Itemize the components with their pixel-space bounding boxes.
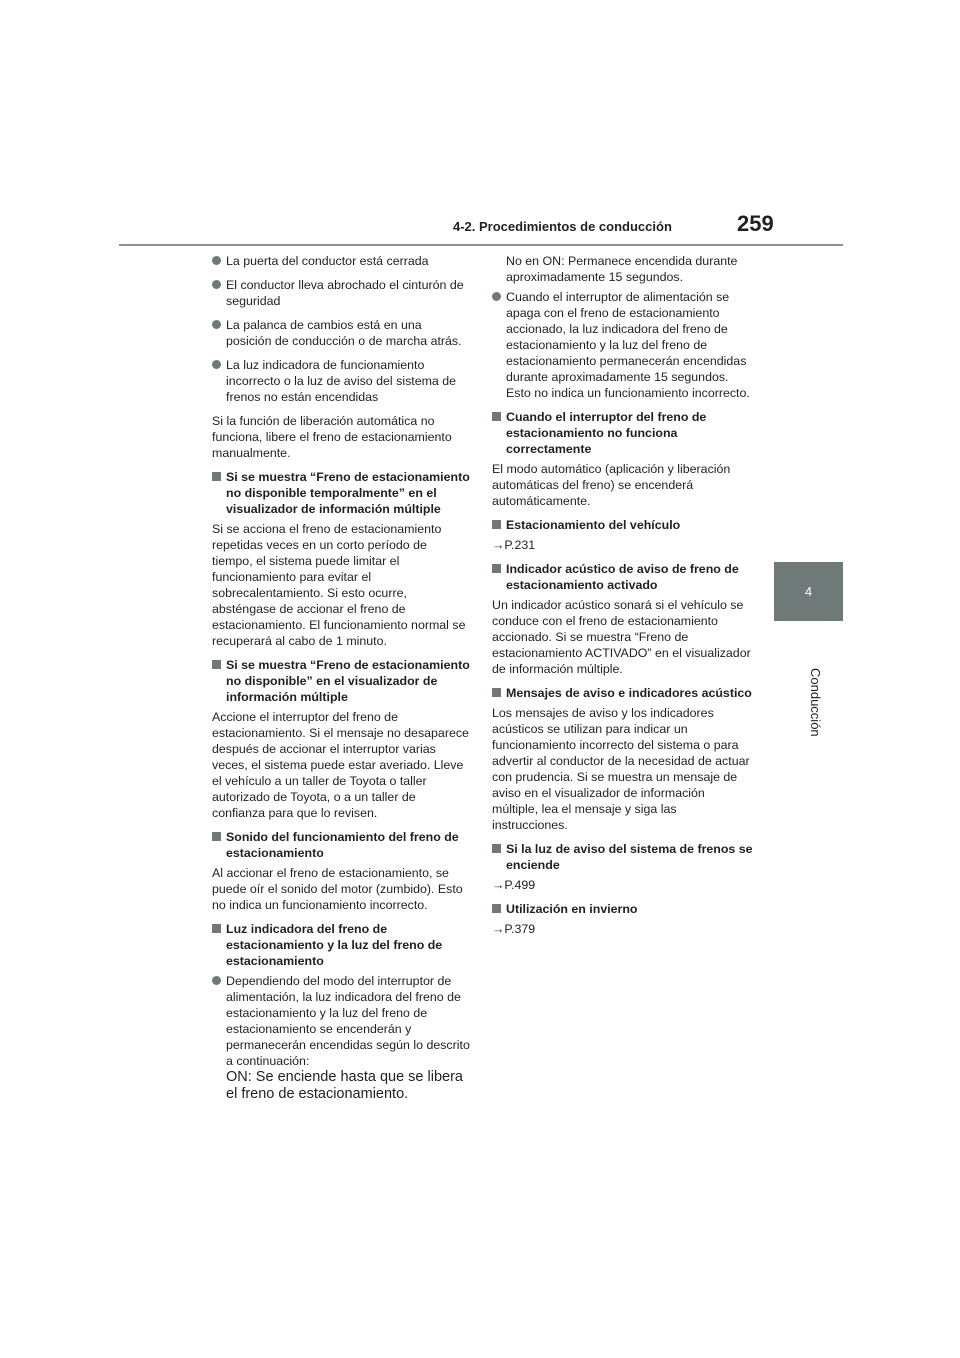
bullet-icon	[212, 360, 221, 369]
heading-text: Sonido del funcionamiento del freno de estacionamiento	[226, 830, 459, 860]
heading-text: Indicador acústico de aviso de freno de estacionamiento activado	[506, 562, 739, 592]
heading-text: Si se muestra “Freno de estacionamiento no disponible temporalmente” en el visualizador de información múltiple	[226, 470, 470, 516]
chapter-label: Conducción	[808, 668, 823, 737]
paragraph: El modo automático (aplicación y liberación automáticas del freno) se encenderá automáticamente.	[492, 462, 731, 508]
heading-text: Estacionamiento del vehículo	[506, 518, 681, 532]
paragraph: Al accionar el freno de estacionamiento, se puede oír el sonido del motor (zumbido). Esto no indica un funcionamiento incorrecto.	[212, 866, 463, 912]
square-bullet-icon	[492, 564, 501, 573]
square-bullet-icon	[492, 904, 501, 913]
header-divider	[119, 244, 843, 246]
bullet-item	[212, 253, 470, 269]
page-reference-link[interactable]: →P.499	[492, 878, 536, 892]
square-bullet-icon	[212, 924, 221, 933]
bullet-icon	[212, 320, 221, 329]
bullet-item	[492, 289, 754, 401]
bullet-text: Dependiendo del modo del interruptor de alimentación, la luz indicadora del freno de estacionamiento y la luz del freno de estacionamiento se encenderán y permanecerán encendidas según lo descrito a continuación:	[226, 974, 470, 1068]
paragraph: Un indicador acústico sonará si el vehículo se conduce con el freno de estacionamiento accionado. Si se muestra “Freno de estacionamiento ACTIVADO” en el visualizador de información múltiple.	[492, 598, 751, 676]
heading-text: Utilización en invierno	[506, 902, 638, 916]
section-heading	[212, 469, 470, 517]
bullet-item	[212, 973, 470, 1103]
page-reference-link[interactable]: →P.379	[492, 922, 536, 936]
bullet-text: El conductor lleva abrochado el cinturón de seguridad	[226, 278, 464, 308]
square-bullet-icon	[492, 844, 501, 853]
mode-on-text: ON: Se enciende hasta que se libera el freno de estacionamiento.	[226, 1069, 463, 1102]
bullet-item	[212, 357, 470, 405]
section-title: 4-2. Procedimientos de conducción	[453, 219, 672, 234]
heading-text: Mensajes de aviso e indicadores acústico	[506, 686, 752, 700]
bullet-icon	[212, 280, 221, 289]
square-bullet-icon	[492, 688, 501, 697]
bullet-icon	[212, 976, 221, 985]
bullet-text: Cuando el interruptor de alimentación se apaga con el freno de estacionamiento accionado, la luz indicadora del freno de estacionamiento y la luz del freno de estacionamiento permanecerán encendidas durante aproximadamente 15 segundos. Esto no indica un funcionamiento incorrecto.	[506, 290, 750, 400]
section-heading	[492, 685, 754, 701]
paragraph: Accione el interruptor del freno de estacionamiento. Si el mensaje no desaparece después de accionar el interruptor varias veces, el sistema puede estar averiado. Lleve el vehículo a un taller de Toyota o taller autorizado de Toyota, o a un taller de confianza para que lo revisen.	[212, 710, 469, 820]
chapter-tab: 4	[774, 562, 843, 621]
square-bullet-icon	[492, 520, 501, 529]
continued-text: No en ON: Permanece encendida durante aproximadamente 15 segundos.	[506, 254, 738, 284]
paragraph: Si se acciona el freno de estacionamiento repetidas veces en un corto período de tiempo, el sistema puede limitar el funcionamiento para evitar el sobrecalentamiento. Si esto ocurre, absténgase de accionar el freno de estacionamiento. El funcionamiento normal se recuperará al cabo de 1 minuto.	[212, 522, 466, 648]
square-bullet-icon	[212, 472, 221, 481]
bullet-icon	[492, 292, 501, 301]
bullet-icon	[212, 256, 221, 265]
square-bullet-icon	[212, 660, 221, 669]
right-column	[492, 253, 754, 945]
square-bullet-icon	[212, 832, 221, 841]
section-heading	[492, 517, 754, 533]
paragraph: Los mensajes de aviso y los indicadores acústicos se utilizan para indicar un funcionamiento incorrecto del sistema o para advertir al conductor de la necesidad de actuar con prudencia. Si se muestra un mensaje de aviso en el visualizador de información múltiple, lea el mensaje y siga las instrucciones.	[492, 706, 750, 832]
section-heading	[212, 921, 470, 969]
page-reference-link[interactable]: →P.231	[492, 538, 536, 552]
page-number: 259	[737, 211, 774, 236]
heading-text: Cuando el interruptor del freno de estacionamiento no funciona correctamente	[506, 410, 707, 456]
bullet-item	[212, 277, 470, 309]
bullet-text: La palanca de cambios está en una posición de conducción o de marcha atrás.	[226, 318, 462, 348]
section-heading	[492, 409, 754, 457]
heading-text: Si la luz de aviso del sistema de frenos se enciende	[506, 842, 753, 872]
section-heading	[492, 841, 754, 873]
section-heading	[492, 901, 754, 917]
heading-text: Luz indicadora del freno de estacionamiento y la luz del freno de estacionamiento	[226, 922, 443, 968]
paragraph: Si la función de liberación automática no funciona, libere el freno de estacionamiento manualmente.	[212, 414, 452, 460]
square-bullet-icon	[492, 412, 501, 421]
section-heading	[492, 561, 754, 593]
heading-text: Si se muestra “Freno de estacionamiento no disponible” en el visualizador de información múltiple	[226, 658, 470, 704]
bullet-text: La puerta del conductor está cerrada	[226, 254, 429, 268]
section-heading	[212, 829, 470, 861]
bullet-text: La luz indicadora de funcionamiento incorrecto o la luz de aviso del sistema de frenos no están encendidas	[226, 358, 457, 404]
left-column	[212, 253, 470, 1111]
bullet-item	[212, 317, 470, 349]
section-heading	[212, 657, 470, 705]
